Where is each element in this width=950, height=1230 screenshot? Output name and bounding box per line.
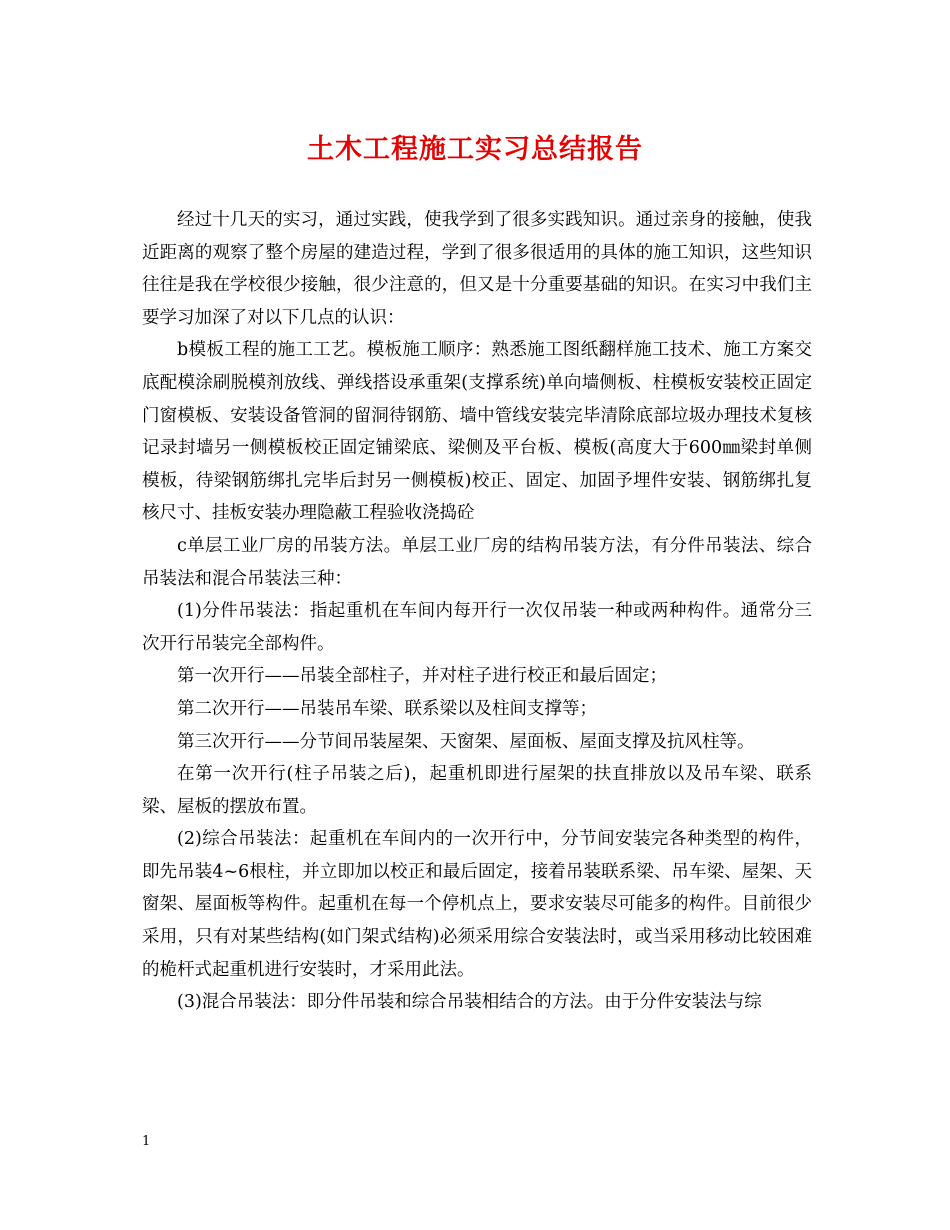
paragraph-first-pass: 第一次开行——吊装全部柱子，并对柱子进行校正和最后固定； <box>177 666 667 687</box>
paragraph-after-first-pass: 在第一次开行(柱子吊装之后)，起重机即进行屋架的扶直排放以及吊车梁、联系梁、屋板的摆放布置。 <box>142 764 812 817</box>
document-body <box>142 204 812 1019</box>
paragraph-mixed-hoisting: (3)混合吊装法：即分件吊装和综合吊装相结合的方法。由于分件安装法与综 <box>177 992 762 1013</box>
paragraph-combined-hoisting: (2)综合吊装法：起重机在车间内的一次开行中，分节间安装完各种类型的构件，即先吊装4~6根柱，并立即加以校正和最后固定，接着吊装联系梁、吊车梁、屋架、天窗架、屋面板等构件。起重机在每一个停机点上，要求安装尽可能多的构件。目前很少采用，只有对某些结构(如门架式结构)必须采用综合安装法时，或当采用移动比较困难的桅杆式起重机进行安装时，才采用此法。 <box>142 829 812 980</box>
paragraph-separate-hoisting: (1)分件吊装法：指起重机在车间内每开行一次仅吊装一种或两种构件。通常分三次开行吊装完全部构件。 <box>142 601 812 654</box>
page-number: 1 <box>142 1134 151 1149</box>
paragraph-third-pass: 第三次开行——分节间吊装屋架、天窗架、屋面板、屋面支撑及抗风柱等。 <box>177 731 755 752</box>
paragraph-formwork: b模板工程的施工工艺。模板施工顺序：熟悉施工图纸翻样施工技术、施工方案交底配模涂刷脱模剂放线、弹线搭设承重架(支撑系统)单向墙侧板、柱模板安装校正固定门窗模板、安装设备管洞的留洞待钢筋、墙中管线安装完毕清除底部垃圾办理技术复核记录封墙另一侧模板校正固定铺梁底、梁侧及平台板、模板(高度大于600㎜梁封单侧模板，待梁钢筋绑扎完毕后封另一侧模板)校正、固定、加固予埋件安装、钢筋绑扎复核尺寸、挂板安装办理隐蔽工程验收浇捣砼 <box>142 340 812 524</box>
document-title: 土木工程施工实习总结报告 <box>307 134 643 165</box>
paragraph-hoisting-methods: c单层工业厂房的吊装方法。单层工业厂房的结构吊装方法，有分件吊装法、综合吊装法和混合吊装法三种： <box>142 535 812 589</box>
paragraph-second-pass: 第二次开行——吊装吊车梁、联系梁以及柱间支撑等； <box>177 698 597 719</box>
paragraph-intro: 经过十几天的实习，通过实践，使我学到了很多实践知识。通过亲身的接触，使我近距离的观察了整个房屋的建造过程，学到了很多很适用的具体的施工知识，这些知识往往是我在学校很少接触，很少注意的，但又是十分重要基础的知识。在实习中我们主要学习加深了对以下几点的认识： <box>142 210 812 328</box>
